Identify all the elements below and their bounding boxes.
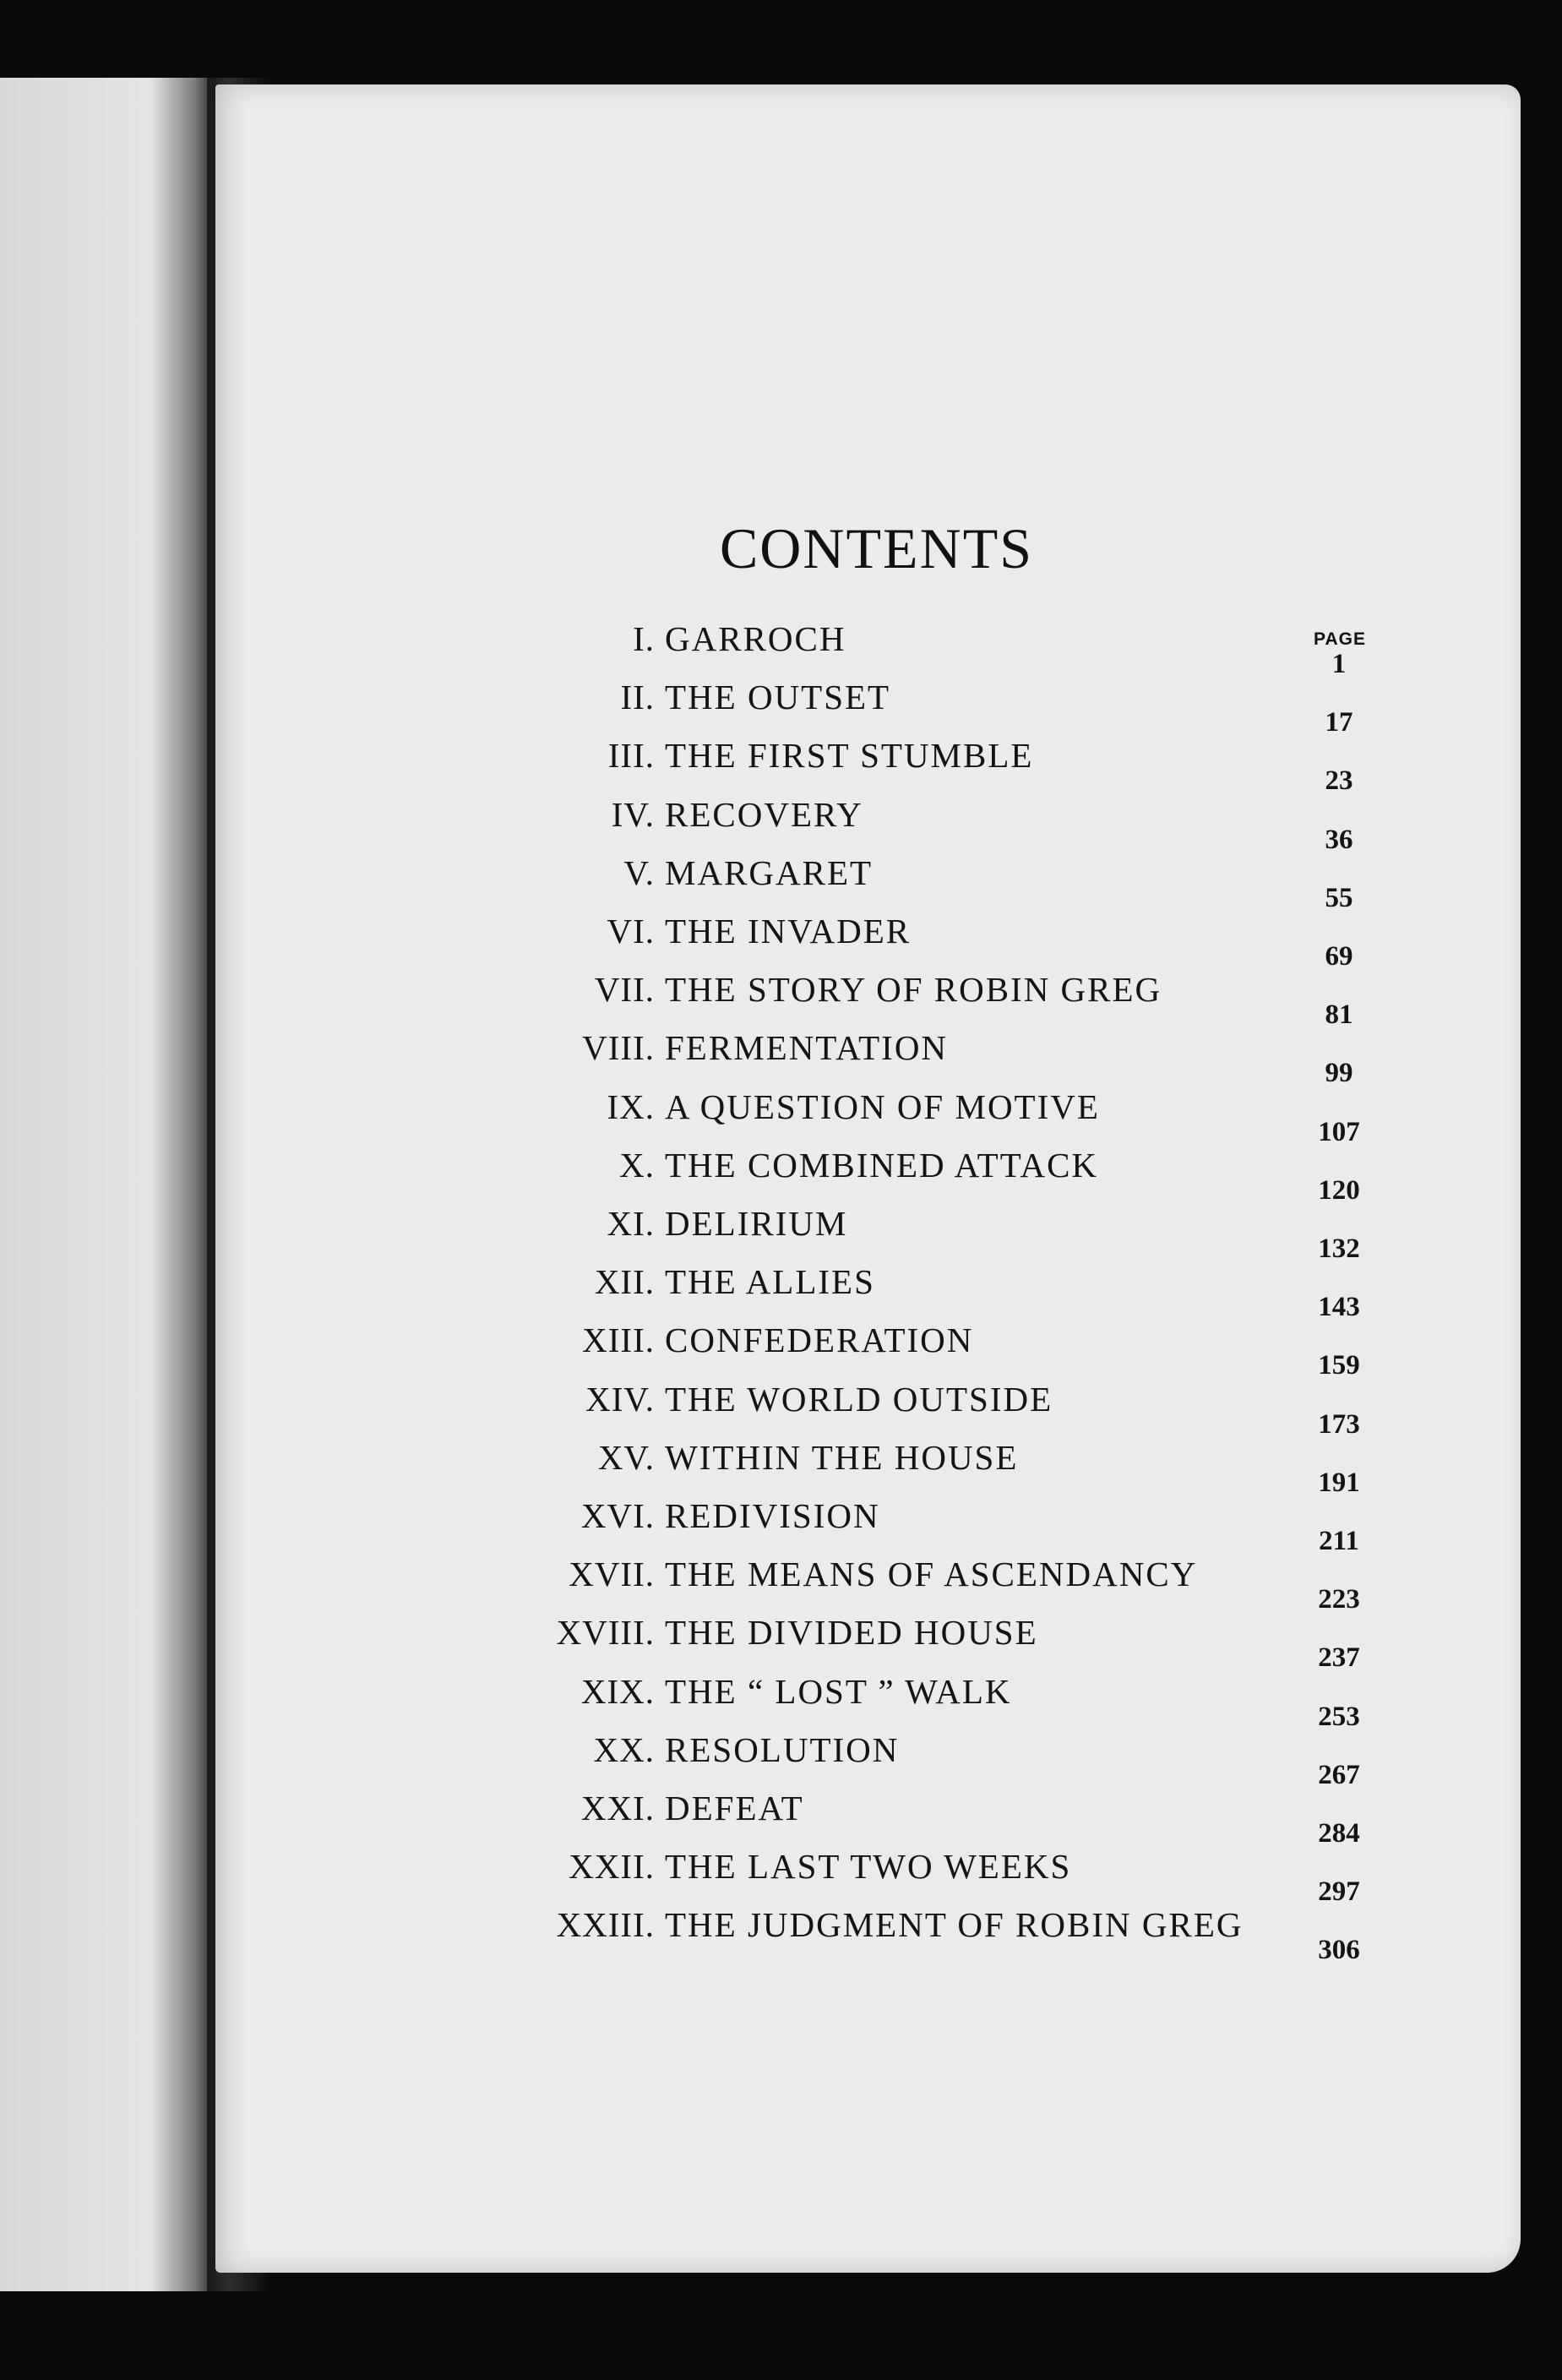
chapter-page-number: 284	[1318, 1818, 1360, 1849]
toc-entry	[215, 1017, 1521, 1089]
chapter-numeral: XXIII.	[556, 1905, 655, 1945]
chapter-page-number: 120	[1318, 1174, 1360, 1206]
chapter-page-number: 211	[1319, 1526, 1359, 1556]
chapter-numeral: XIII.	[582, 1321, 655, 1360]
chapter-numeral: XVI.	[580, 1496, 655, 1535]
chapter-title: RECOVERY	[665, 794, 863, 834]
chapter-page-number: 36	[1325, 824, 1353, 855]
chapter-title: THE ALLIES	[665, 1262, 875, 1302]
chapter-title: THE MEANS OF ASCENDANCY	[665, 1555, 1198, 1594]
chapter-numeral: VIII.	[582, 1028, 655, 1068]
chapter-title: WITHIN THE HOUSE	[665, 1437, 1019, 1477]
chapter-numeral: IV.	[611, 794, 655, 834]
chapter-numeral: X.	[619, 1145, 655, 1185]
chapter-numeral: VII.	[594, 970, 655, 1010]
chapter-page-number: 107	[1318, 1116, 1360, 1147]
chapter-title: THE “ LOST ” WALK	[665, 1671, 1012, 1711]
toc-entry	[215, 784, 1521, 855]
chapter-title: THE LAST TWO WEEKS	[665, 1847, 1072, 1887]
toc-entry	[215, 1076, 1521, 1147]
chapter-title: THE COMBINED ATTACK	[665, 1145, 1099, 1185]
chapter-page-number: 81	[1325, 999, 1353, 1031]
toc-entry	[215, 1778, 1521, 1849]
toc-entry	[215, 1427, 1521, 1498]
chapter-numeral: XI.	[607, 1204, 655, 1243]
toc-entry	[215, 1836, 1521, 1908]
toc-entry	[215, 1310, 1521, 1381]
chapter-title: DELIRIUM	[665, 1204, 848, 1243]
chapter-page-number: 69	[1325, 941, 1353, 972]
chapter-title: MARGARET	[665, 852, 874, 892]
chapter-page-number: 191	[1318, 1467, 1360, 1498]
toc-entry	[215, 842, 1521, 913]
page-column-label: PAGE	[1314, 629, 1366, 649]
chapter-numeral: XXII.	[569, 1847, 655, 1887]
chapter-numeral: II.	[620, 678, 655, 717]
chapter-numeral: III.	[607, 736, 655, 776]
chapter-title: THE WORLD OUTSIDE	[665, 1379, 1053, 1419]
chapter-title: THE DIVIDED HOUSE	[665, 1613, 1038, 1653]
toc-entry	[215, 1661, 1521, 1732]
chapter-numeral: V.	[623, 852, 655, 892]
chapter-page-number: 55	[1325, 882, 1353, 913]
toc-entry	[215, 1602, 1521, 1674]
chapter-numeral: IX.	[607, 1087, 655, 1126]
chapter-title: CONFEDERATION	[665, 1321, 974, 1360]
toc-entry	[215, 1894, 1521, 1966]
chapter-numeral: XIX.	[580, 1671, 655, 1711]
toc-entry	[215, 1485, 1521, 1556]
toc-entry	[215, 1719, 1521, 1790]
chapter-numeral: XVII.	[569, 1555, 655, 1594]
chapter-title: THE FIRST STUMBLE	[665, 736, 1034, 776]
chapter-page-number: 23	[1325, 765, 1353, 797]
chapter-numeral: XII.	[594, 1262, 655, 1302]
chapter-numeral: XVIII.	[556, 1613, 655, 1653]
chapter-page-number: 267	[1318, 1759, 1360, 1790]
chapter-title: THE STORY OF ROBIN GREG	[665, 970, 1162, 1010]
chapter-numeral: XV.	[597, 1437, 655, 1477]
toc-entry	[215, 959, 1521, 1031]
chapter-title: FERMENTATION	[665, 1028, 949, 1068]
toc-entry	[215, 1251, 1521, 1323]
contents-page	[215, 84, 1521, 2273]
toc-entry	[215, 1135, 1521, 1206]
chapter-page-number: 132	[1318, 1234, 1360, 1264]
chapter-numeral: XX.	[593, 1729, 655, 1769]
chapter-page-number: 143	[1318, 1292, 1360, 1323]
toc-entry	[215, 667, 1521, 738]
chapter-title: A QUESTION OF MOTIVE	[665, 1087, 1100, 1126]
chapter-page-number: 99	[1325, 1058, 1353, 1089]
chapter-title: GARROCH	[665, 619, 846, 658]
chapter-page-number: 297	[1318, 1876, 1360, 1908]
chapter-page-number: 173	[1318, 1408, 1360, 1440]
chapter-title: RESOLUTION	[665, 1729, 900, 1769]
chapter-title: THE INVADER	[665, 912, 912, 950]
chapter-title: THE OUTSET	[665, 678, 891, 717]
chapter-numeral: XXI.	[580, 1789, 655, 1827]
chapter-title: THE JUDGMENT OF ROBIN GREG	[665, 1905, 1244, 1945]
chapter-numeral: I.	[633, 619, 655, 658]
chapter-page-number: 223	[1318, 1584, 1360, 1615]
toc-entry	[215, 901, 1521, 972]
chapter-numeral: XIV.	[585, 1379, 655, 1419]
chapter-page-number: 1	[1331, 649, 1347, 679]
chapter-page-number: 306	[1318, 1935, 1360, 1966]
chapter-title: REDIVISION	[665, 1496, 880, 1535]
chapter-page-number: 159	[1318, 1350, 1360, 1381]
toc-entry	[215, 725, 1521, 797]
chapter-page-number: 253	[1318, 1701, 1360, 1732]
toc-entry	[215, 1193, 1521, 1264]
toc-entry	[215, 608, 1521, 679]
contents-heading: CONTENTS	[719, 516, 1034, 580]
chapter-numeral: VI.	[607, 912, 655, 950]
toc-entry	[215, 1544, 1521, 1615]
chapter-title: DEFEAT	[665, 1789, 804, 1827]
chapter-page-number: 17	[1325, 707, 1353, 738]
toc-entry	[215, 1369, 1521, 1440]
chapter-page-number: 237	[1318, 1642, 1360, 1674]
